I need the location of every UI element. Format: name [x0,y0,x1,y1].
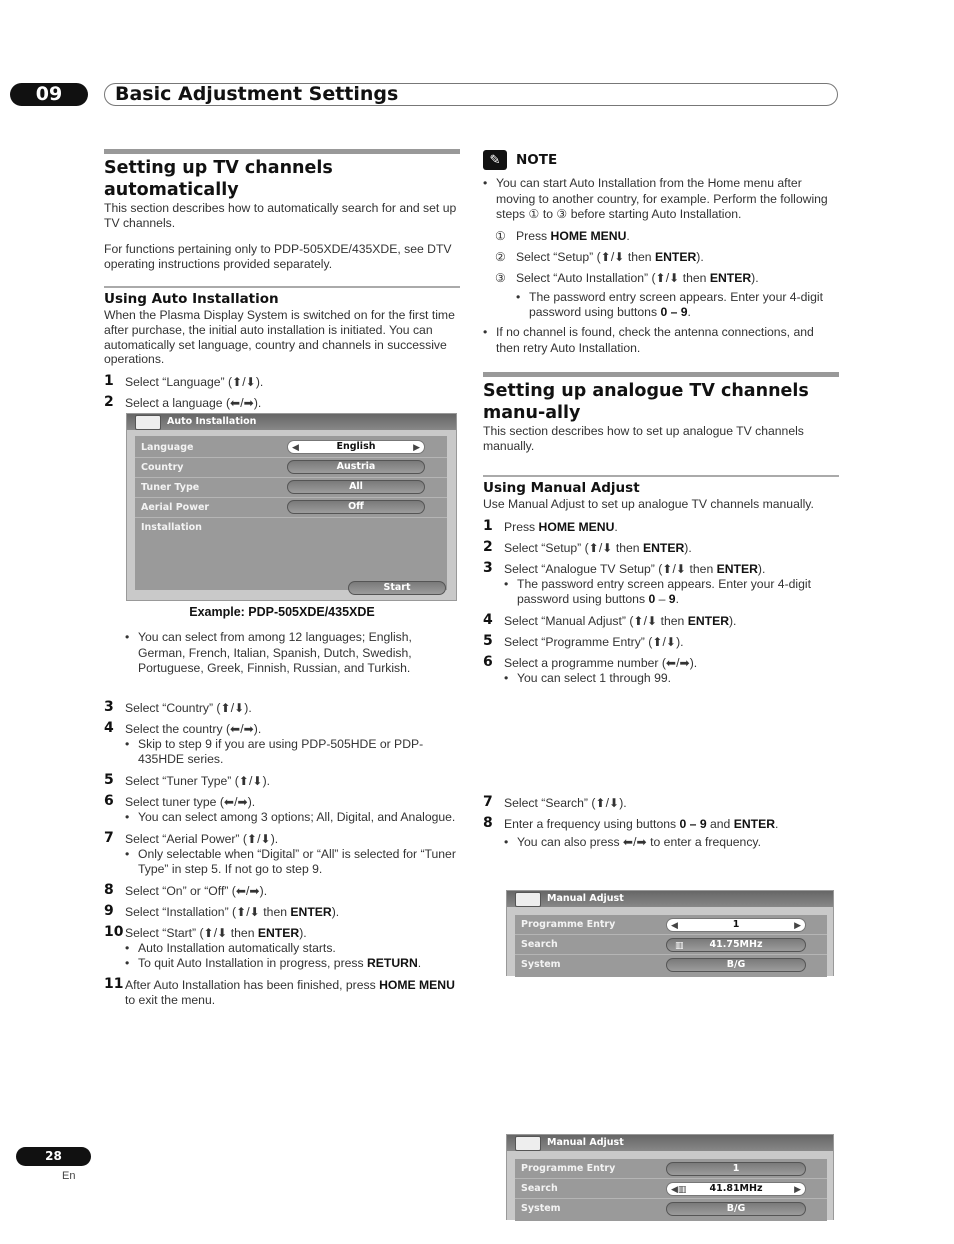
bullet: • You can select 1 through 99. [504,671,839,687]
step-10: 10 Select “Start” (⬆/⬇ then ENTER). [104,923,307,940]
step-8: 8 Enter a frequency using buttons 0 – 9 and ENTER. [483,815,779,831]
step-3: 3 Select “Analogue TV Setup” (⬆/⬇ then ENTER). [483,559,766,576]
note-step: ① Press HOME MENU. [495,228,630,243]
step-5: 5 Select “Tuner Type” (⬆/⬇). [104,771,271,788]
search-value[interactable]: ◀▥ 41.81MHz ▶ [666,1182,806,1196]
left-column-continued [104,630,460,1008]
screen-title-bar: Manual Adjust [507,1135,833,1151]
right-column-continued [483,790,839,851]
bullet: • You can also press ⬅/➡ to enter a frequency. [504,835,839,851]
menu-row-tuner-type[interactable]: Tuner Type All [135,478,447,498]
paragraph: This section describes how to set up analogue TV channels manually. [483,424,804,453]
step-6: 6 Select a programme number (⬅/➡). [483,653,698,670]
left-column [104,149,460,411]
step-1: 1 Press HOME MENU. [483,517,618,534]
pencil-icon: ✎ [483,150,507,170]
step-1: 1 Select “Language” (⬆/⬇). [104,372,264,389]
step-2: 2 Select a language (⬅/➡). [104,393,262,410]
bullet: • You can select from among 12 languages; English, German, French, Italian, Spanish, Dutch, Swedish, Portuguese, Greek, Finnish, Russian, and Turkish. [125,630,460,677]
paragraph: When the Plasma Display System is switched on for the first time after purchase, the initial auto installation is initiated. You can automatically set language, country and channels in successive operations. [104,308,455,367]
right-column [483,372,839,687]
programme-entry-value: 1 [666,1162,806,1176]
note-box [483,150,839,356]
system-value: B/G [666,958,806,972]
note-step: ② Select “Setup” (⬆/⬇ then ENTER). [495,249,704,264]
menu-panel [135,436,447,590]
subsection-rule [104,286,460,288]
subsection-title: Using Auto Installation [104,291,279,308]
menu-panel [515,1159,827,1221]
menu-row-search[interactable]: Search ▥ 41.75MHz [515,935,827,955]
start-button[interactable]: Start [348,581,446,595]
left-arrow-icon: ◀ [671,921,678,931]
paragraph: For functions pertaining only to PDP-505XDE/435XDE, see DTV operating instructions provided separately. [104,242,452,271]
menu-panel [515,915,827,977]
manual-adjust-screen-2 [506,1134,834,1220]
note-label: NOTE [516,151,558,168]
step-2: 2 Select “Setup” (⬆/⬇ then ENTER). [483,538,692,555]
menu-icon [515,1136,541,1151]
right-arrow-icon: ▶ [794,921,801,931]
right-arrow-icon: ▶ [794,1185,801,1195]
bullet: • Skip to step 9 if you are using PDP-505HDE or PDP-435HDE series. [125,737,460,768]
menu-row-installation[interactable]: Installation [141,522,202,533]
section-title: Setting up TV channels automatically [104,158,333,200]
aerial-power-value: Off [287,500,425,514]
step-7: 7 Select “Aerial Power” (⬆/⬇). [104,829,279,846]
left-arrow-icon: ◀ [292,443,299,453]
note-sub-bullet: • The password entry screen appears. Enter your 4-digit password using buttons 0 – 9. [516,290,839,321]
menu-row-system[interactable]: System B/G [515,1199,827,1219]
section-rule [483,372,839,377]
step-9: 9 Select “Installation” (⬆/⬇ then ENTER). [104,902,340,919]
menu-row-language[interactable]: Language ◀ English ▶ [135,438,447,458]
left-arrow-icon: ◀▥ [671,1185,687,1195]
step-7: 7 Select “Search” (⬆/⬇). [483,794,627,810]
screen-title-bar: Manual Adjust [507,891,833,907]
programme-entry-value[interactable]: ◀ 1 ▶ [666,918,806,932]
bullet: • To quit Auto Installation in progress, press RETURN. [125,956,460,972]
manual-adjust-screen-1 [506,890,834,976]
language-value[interactable]: ◀ English ▶ [287,440,425,454]
bullet: • You can select among 3 options; All, Digital, and Analogue. [125,810,460,826]
step-8: 8 Select “On” or “Off” (⬅/➡). [104,881,268,898]
menu-row-programme-entry[interactable]: Programme Entry 1 [515,1159,827,1179]
step-3: 3 Select “Country” (⬆/⬇). [104,698,252,715]
note-bullet: • You can start Auto Installation from the Home menu after moving to another country, for example. Perform the following steps ① to ③ before starting Auto Installation. [483,176,839,223]
language-code: En [62,1170,76,1182]
step-4: 4 Select “Manual Adjust” (⬆/⬇ then ENTER). [483,611,737,628]
section-title: Setting up analogue TV channels manu-ally [483,381,809,423]
menu-row-system[interactable]: System B/G [515,955,827,975]
system-value: B/G [666,1202,806,1216]
bullet: • Auto Installation automatically starts. [125,941,460,957]
menu-row-country[interactable]: Country Austria [135,458,447,478]
chapter-number: 09 [10,83,88,106]
menu-row-search[interactable]: Search ◀▥ 41.81MHz ▶ [515,1179,827,1199]
search-value: ▥ 41.75MHz [666,938,806,952]
country-value: Austria [287,460,425,474]
subsection-rule [483,475,839,477]
menu-row-aerial-power[interactable]: Aerial Power Off [135,498,447,518]
paragraph: Use Manual Adjust to set up analogue TV channels manually. [483,497,814,512]
screen-caption: Example: PDP-505XDE/435XDE [189,605,375,619]
step-6: 6 Select tuner type (⬅/➡). [104,792,256,809]
auto-installation-screen [126,413,457,601]
chapter-title: Basic Adjustment Settings [104,83,838,106]
menu-icon [515,892,541,907]
menu-row-programme-entry[interactable]: Programme Entry ◀ 1 ▶ [515,915,827,935]
step-4: 4 Select the country (⬅/➡). [104,719,262,736]
bullet: • The password entry screen appears. Enter your 4-digit password using buttons 0 – 9. [504,577,839,608]
step-11: 11 After Auto Installation has been finished, press HOME MENU to exit the menu. [104,975,455,1007]
step-5: 5 Select “Programme Entry” (⬆/⬇). [483,632,684,649]
tuner-type-value: All [287,480,425,494]
section-rule [104,149,460,154]
menu-icon [135,415,161,430]
page-number: 28 [16,1147,91,1166]
paragraph: This section describes how to automatically search for and set up TV channels. [104,201,457,230]
subsection-title: Using Manual Adjust [483,480,640,497]
right-arrow-icon: ▶ [413,443,420,453]
bullet: • Only selectable when “Digital” or “All” is selected for “Tuner Type” in step 5. If not go to step 9. [125,847,460,878]
note-step: ③ Select “Auto Installation” (⬆/⬇ then ENTER). [495,270,759,285]
note-bullet: • If no channel is found, check the antenna connections, and then retry Auto Installation. [483,325,839,356]
numeric-entry-icon: ▥ [675,941,684,951]
screen-title-bar: Auto Installation [127,414,456,430]
